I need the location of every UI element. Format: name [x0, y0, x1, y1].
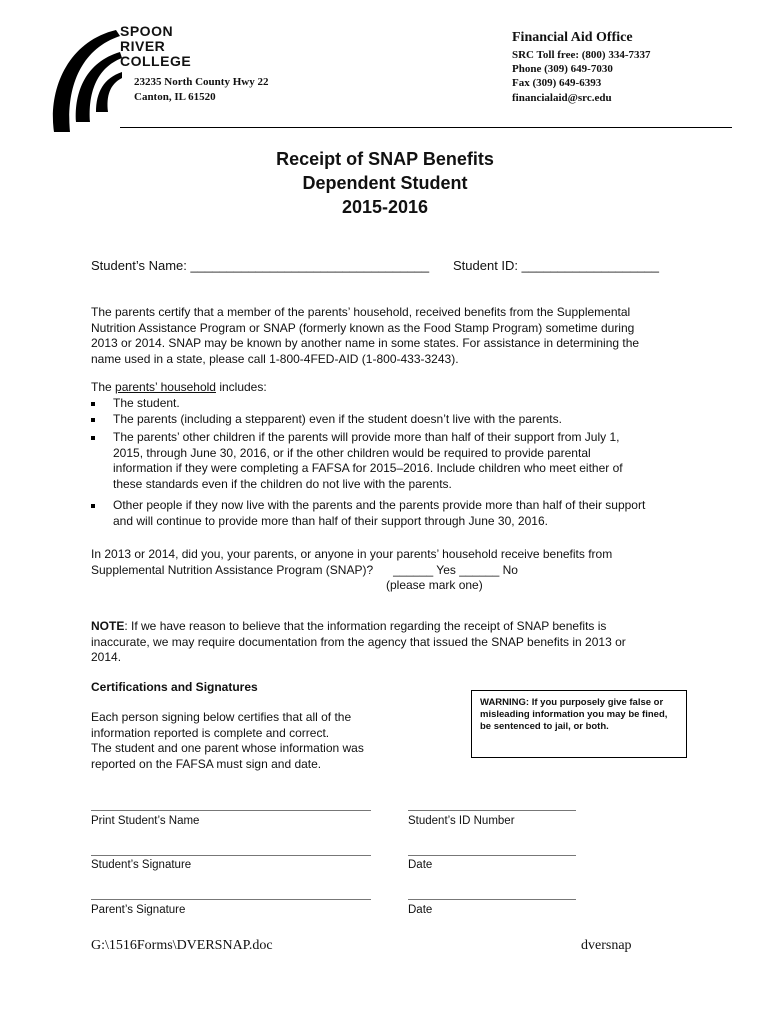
bullet-text: these standards even if the children do not live with the parents. [113, 476, 452, 491]
question-line-1: In 2013 or 2014, did you, your parents, or anyone in your parents’ household receive benefits from [91, 547, 613, 561]
warning-text [480, 697, 684, 733]
footer-file-path: G:\1516Forms\DVERSNAP.doc [91, 938, 273, 953]
phone: Phone (309) 649-7030 [512, 63, 613, 75]
bullet-icon [91, 504, 95, 508]
intro-line-3: 2013 or 2014. SNAP may be known by another name in some states. For assistance in determining the [91, 336, 640, 350]
note-line-3: 2014. [91, 650, 122, 664]
household-underlined: parents’ household [115, 380, 216, 394]
fax: Fax (309) 649-6393 [512, 77, 602, 89]
note-text: : If we have reason to believe that the information regarding the receipt of SNAP benefits is [124, 619, 607, 633]
email: financialaid@src.edu [512, 92, 612, 104]
award-year: 2015-2016 [341, 197, 429, 217]
cert-line-3: The student and one parent whose information was [91, 741, 364, 755]
student-date-label: Date [408, 859, 433, 871]
cert-line-1: Each person signing below certifies that all of the [91, 710, 352, 724]
student-id-line[interactable] [408, 810, 576, 811]
office-title: Financial Aid Office [512, 30, 633, 45]
print-name-line[interactable] [91, 810, 371, 811]
mark-one-hint: (please mark one) [386, 578, 483, 592]
bullet-text: information if they were completing a FAFSA for 2015–2016. Include children who meet either of [113, 461, 623, 475]
snap-yes-no-question[interactable]: Supplemental Nutrition Assistance Program (SNAP)? ______ Yes ______ No [91, 562, 518, 577]
logo-word-1: SPOON [120, 23, 174, 39]
parent-date-label: Date [408, 904, 433, 916]
bullet-icon [91, 402, 95, 406]
print-name-label: Print Student’s Name [91, 815, 200, 827]
bullet-text: 2015, through June 30, 2016, or if the other children would be required to provide parental [113, 445, 591, 460]
header-divider [120, 127, 732, 128]
parent-date-line[interactable] [408, 899, 576, 900]
certifications-heading: Certifications and Signatures [91, 680, 258, 694]
bullet-text: The student. [113, 396, 180, 410]
warning-line-1: WARNING: If you purposely give false or [480, 697, 664, 708]
toll-free: SRC Toll free: (800) 334-7337 [512, 49, 651, 61]
address-line-2: Canton, IL 61520 [134, 91, 216, 103]
cert-line-4: reported on the FAFSA must sign and date. [91, 756, 322, 771]
note-line-2: inaccurate, we may require documentation from the agency that issued the SNAP benefits in 2013 or [91, 634, 626, 649]
student-id-label: Student’s ID Number [408, 815, 515, 827]
logo-word-2: RIVER [120, 38, 166, 54]
warning-line-2: misleading information you may be fined, [480, 709, 668, 720]
form-title: Receipt of SNAP Benefits [276, 149, 494, 169]
parent-signature-label: Parent’s Signature [91, 904, 186, 916]
bullet-text: The parents’ other children if the parents will provide more than half of their support from July 1, [113, 430, 620, 444]
student-signature-line[interactable] [91, 855, 371, 856]
bullet-text: Other people if they now live with the parents and the parents provide more than half of their support [113, 498, 646, 512]
household-prefix: The [91, 380, 116, 394]
student-date-line[interactable] [408, 855, 576, 856]
form-subtitle: Dependent Student [302, 173, 468, 193]
cert-line-2: information reported is complete and correct. [91, 725, 330, 740]
household-suffix: includes: [215, 380, 267, 394]
intro-line-1: The parents certify that a member of the parents’ household, received benefits from the Supplemental [91, 305, 631, 319]
warning-line-3: be sentenced to jail, or both. [480, 721, 609, 732]
parent-signature-line[interactable] [91, 899, 371, 900]
footer-form-code: dversnap [581, 938, 632, 953]
student-signature-label: Student’s Signature [91, 859, 192, 871]
address-line-1: 23235 North County Hwy 22 [134, 76, 269, 88]
bullet-icon [91, 436, 95, 440]
bullet-icon [91, 418, 95, 422]
bullet-text: The parents (including a stepparent) even if the student doesn’t live with the parents. [113, 412, 562, 426]
note-label: NOTE [91, 619, 125, 633]
household-heading [91, 380, 267, 396]
bullet-text: and will continue to provide more than half of their support through June 30, 2016. [113, 513, 548, 528]
intro-line-2: Nutrition Assistance Program or SNAP (formerly known as the Food Stamp Program) sometime during [91, 320, 635, 335]
note-line-1 [91, 619, 606, 635]
student-id-field[interactable]: Student ID: ___________________ [453, 258, 660, 273]
logo-word-3: COLLEGE [120, 53, 192, 69]
intro-line-4: name used in a state, please call 1-800-4FED-AID (1-800-433-3243). [91, 351, 459, 366]
logo-swoosh-icon [46, 22, 126, 132]
student-name-field[interactable]: Student’s Name: _________________________________ [91, 258, 430, 273]
